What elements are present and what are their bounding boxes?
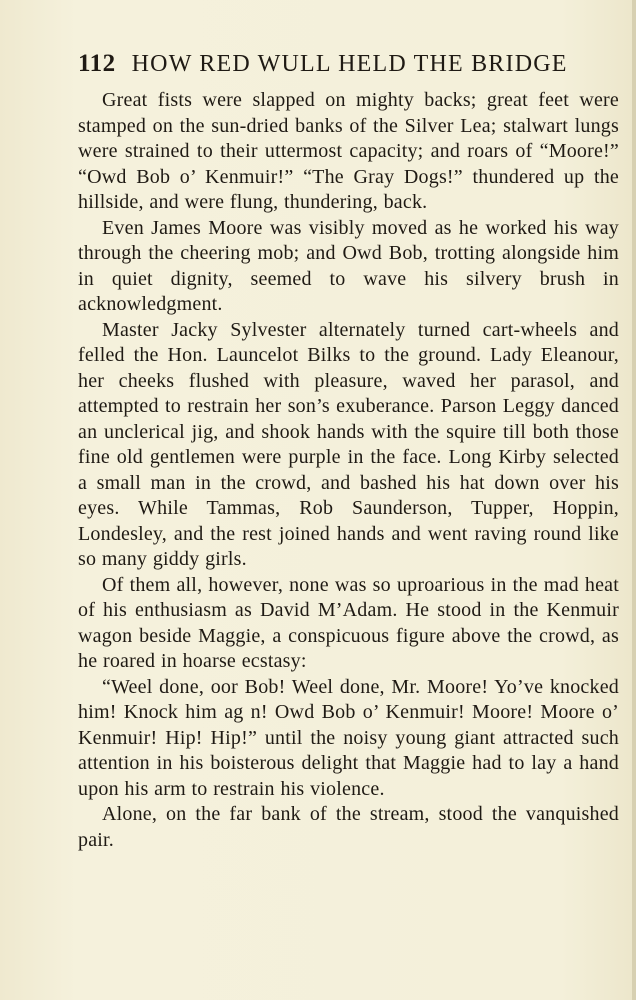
paragraph: Even James Moore was visibly moved as he worked his way through the cheering mob; and Owd Bob, trotting alongside him in quiet dignity, seemed to wave his silvery brush in acknowledgment. bbox=[78, 216, 619, 315]
paragraph: Great fists were slapped on mighty backs; great feet were stamped on the sun-dried banks of the Silver Lea; stalwart lungs were strained to their uttermost capacity; and roars of “Moore!” “Owd Bob o’ Kenmuir!” “The Gray Dogs!” thundered up the hillside, and were flung, thundering, back. bbox=[78, 89, 619, 213]
chapter-body bbox=[78, 88, 619, 853]
paragraph: Master Jacky Sylvester alternately turned cart-wheels and felled the Hon. Launcelot Bilks to the ground. Lady Eleanour, her cheeks flushed with pleasure, waved her parasol, and attempted to restrain her son’s exuberance. Parson Leggy danced an unclerical jig, and shook hands with the squire till both those fine old gentlemen were purple in the face. Long Kirby selected a small man in the crowd, and bashed his hat down over his eyes. While Tammas, Rob Saunderson, Tupper, Hoppin, Londesley, and the rest joined hands and went raving round like so many giddy girls. bbox=[78, 318, 619, 570]
paragraph: Alone, on the far bank of the stream, stood the vanquished pair. bbox=[78, 803, 619, 851]
page-edge bbox=[632, 0, 636, 1000]
running-head-title: HOW RED WULL HELD THE BRIDGE bbox=[131, 51, 568, 77]
paragraph: “Weel done, oor Bob! Weel done, Mr. Moore! Yo’ve knocked him! Knock him ag n! Owd Bob o’ Kenmuir! Moore! Moore o’ Kenmuir! Hip! Hip!” until the noisy young giant attracted such attention in his boisterous delight that Maggie had to lay a hand upon his arm to restrain his violence. bbox=[78, 675, 619, 800]
running-header bbox=[78, 50, 578, 84]
page-number: 112 bbox=[78, 50, 116, 77]
paragraph: Of them all, however, none was so uproarious in the mad heat of his enthusiasm as David M’Adam. He stood in the Kenmuir wagon beside Maggie, a conspicuous figure above the crowd, as he roared in hoarse ecstasy: bbox=[78, 573, 619, 672]
